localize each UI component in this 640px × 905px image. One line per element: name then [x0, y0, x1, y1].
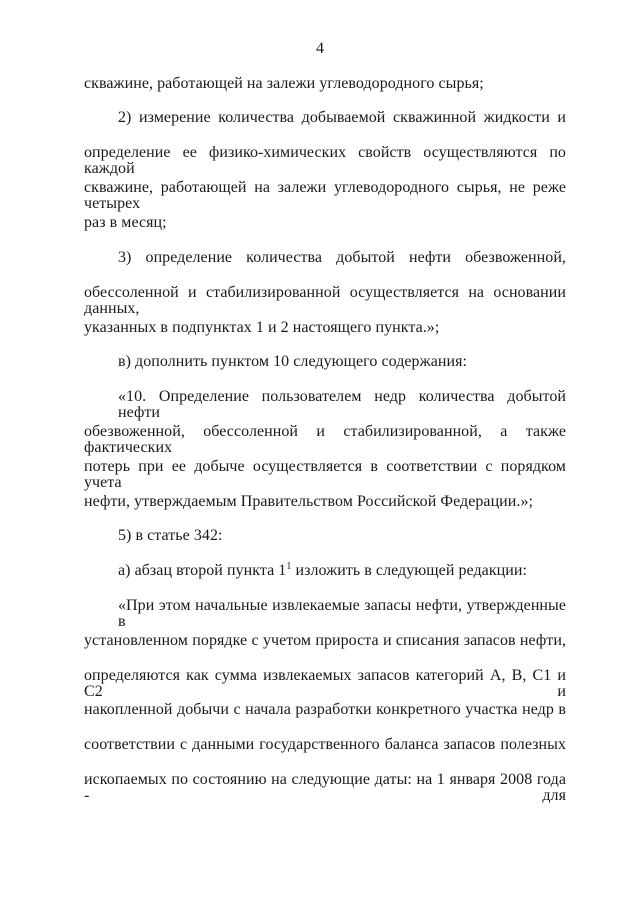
text-line: обезвоженной, обессоленной и стабилизированной, а также фактических [84, 423, 566, 456]
text-line: раз в месяц; [84, 214, 167, 231]
text-line: «10. Определение пользователем недр количества добытой нефти [118, 388, 566, 421]
text-line: накопленной добычи с начала разработки конкретного участка недр в [84, 701, 566, 718]
text-fragment: а) абзац второй пункта 1 [118, 562, 287, 579]
text-line: скважине, работающей на залежи углеводородного сырья, не реже четырех [84, 179, 566, 212]
text-line: указанных в подпунктах 1 и 2 настоящего пункта.»; [84, 319, 440, 336]
text-line: обессоленной и стабилизированной осуществляется на основании данных, [84, 284, 566, 317]
text-line: установленном порядке с учетом прироста и списания запасов нефти, [84, 632, 566, 649]
superscript: 1 [286, 561, 292, 572]
text-line: «При этом начальные извлекаемые запасы нефти, утвержденные в [118, 597, 566, 630]
text-line: в) дополнить пунктом 10 следующего содержания: [118, 353, 467, 370]
text-fragment: изложить в следующей редакции: [291, 562, 527, 579]
text-line: определение ее физико-химических свойств осуществляются по каждой [84, 144, 566, 177]
text-line: скважине, работающей на залежи углеводородного сырья; [84, 75, 484, 92]
text-line: 2) измерение количества добываемой скважинной жидкости и [118, 109, 566, 126]
text-line: соответствии с данными государственного баланса запасов полезных [84, 736, 566, 753]
page-number: 4 [316, 40, 324, 57]
text-line: потерь при ее добыче осуществляется в соответствии с порядком учета [84, 458, 566, 491]
text-line: определяются как сумма извлекаемых запасов категорий А, В, С1 и С2 и [84, 667, 566, 700]
text-line: ископаемых по состоянию на следующие даты: на 1 января 2008 года - для [84, 771, 566, 804]
text-line: 5) в статье 342: [118, 527, 223, 544]
text-line: 3) определение количества добытой нефти обезвоженной, [118, 249, 566, 266]
text-line: нефти, утверждаемым Правительством Российской Федерации.»; [84, 493, 534, 510]
text-line-with-superscript [118, 563, 527, 579]
